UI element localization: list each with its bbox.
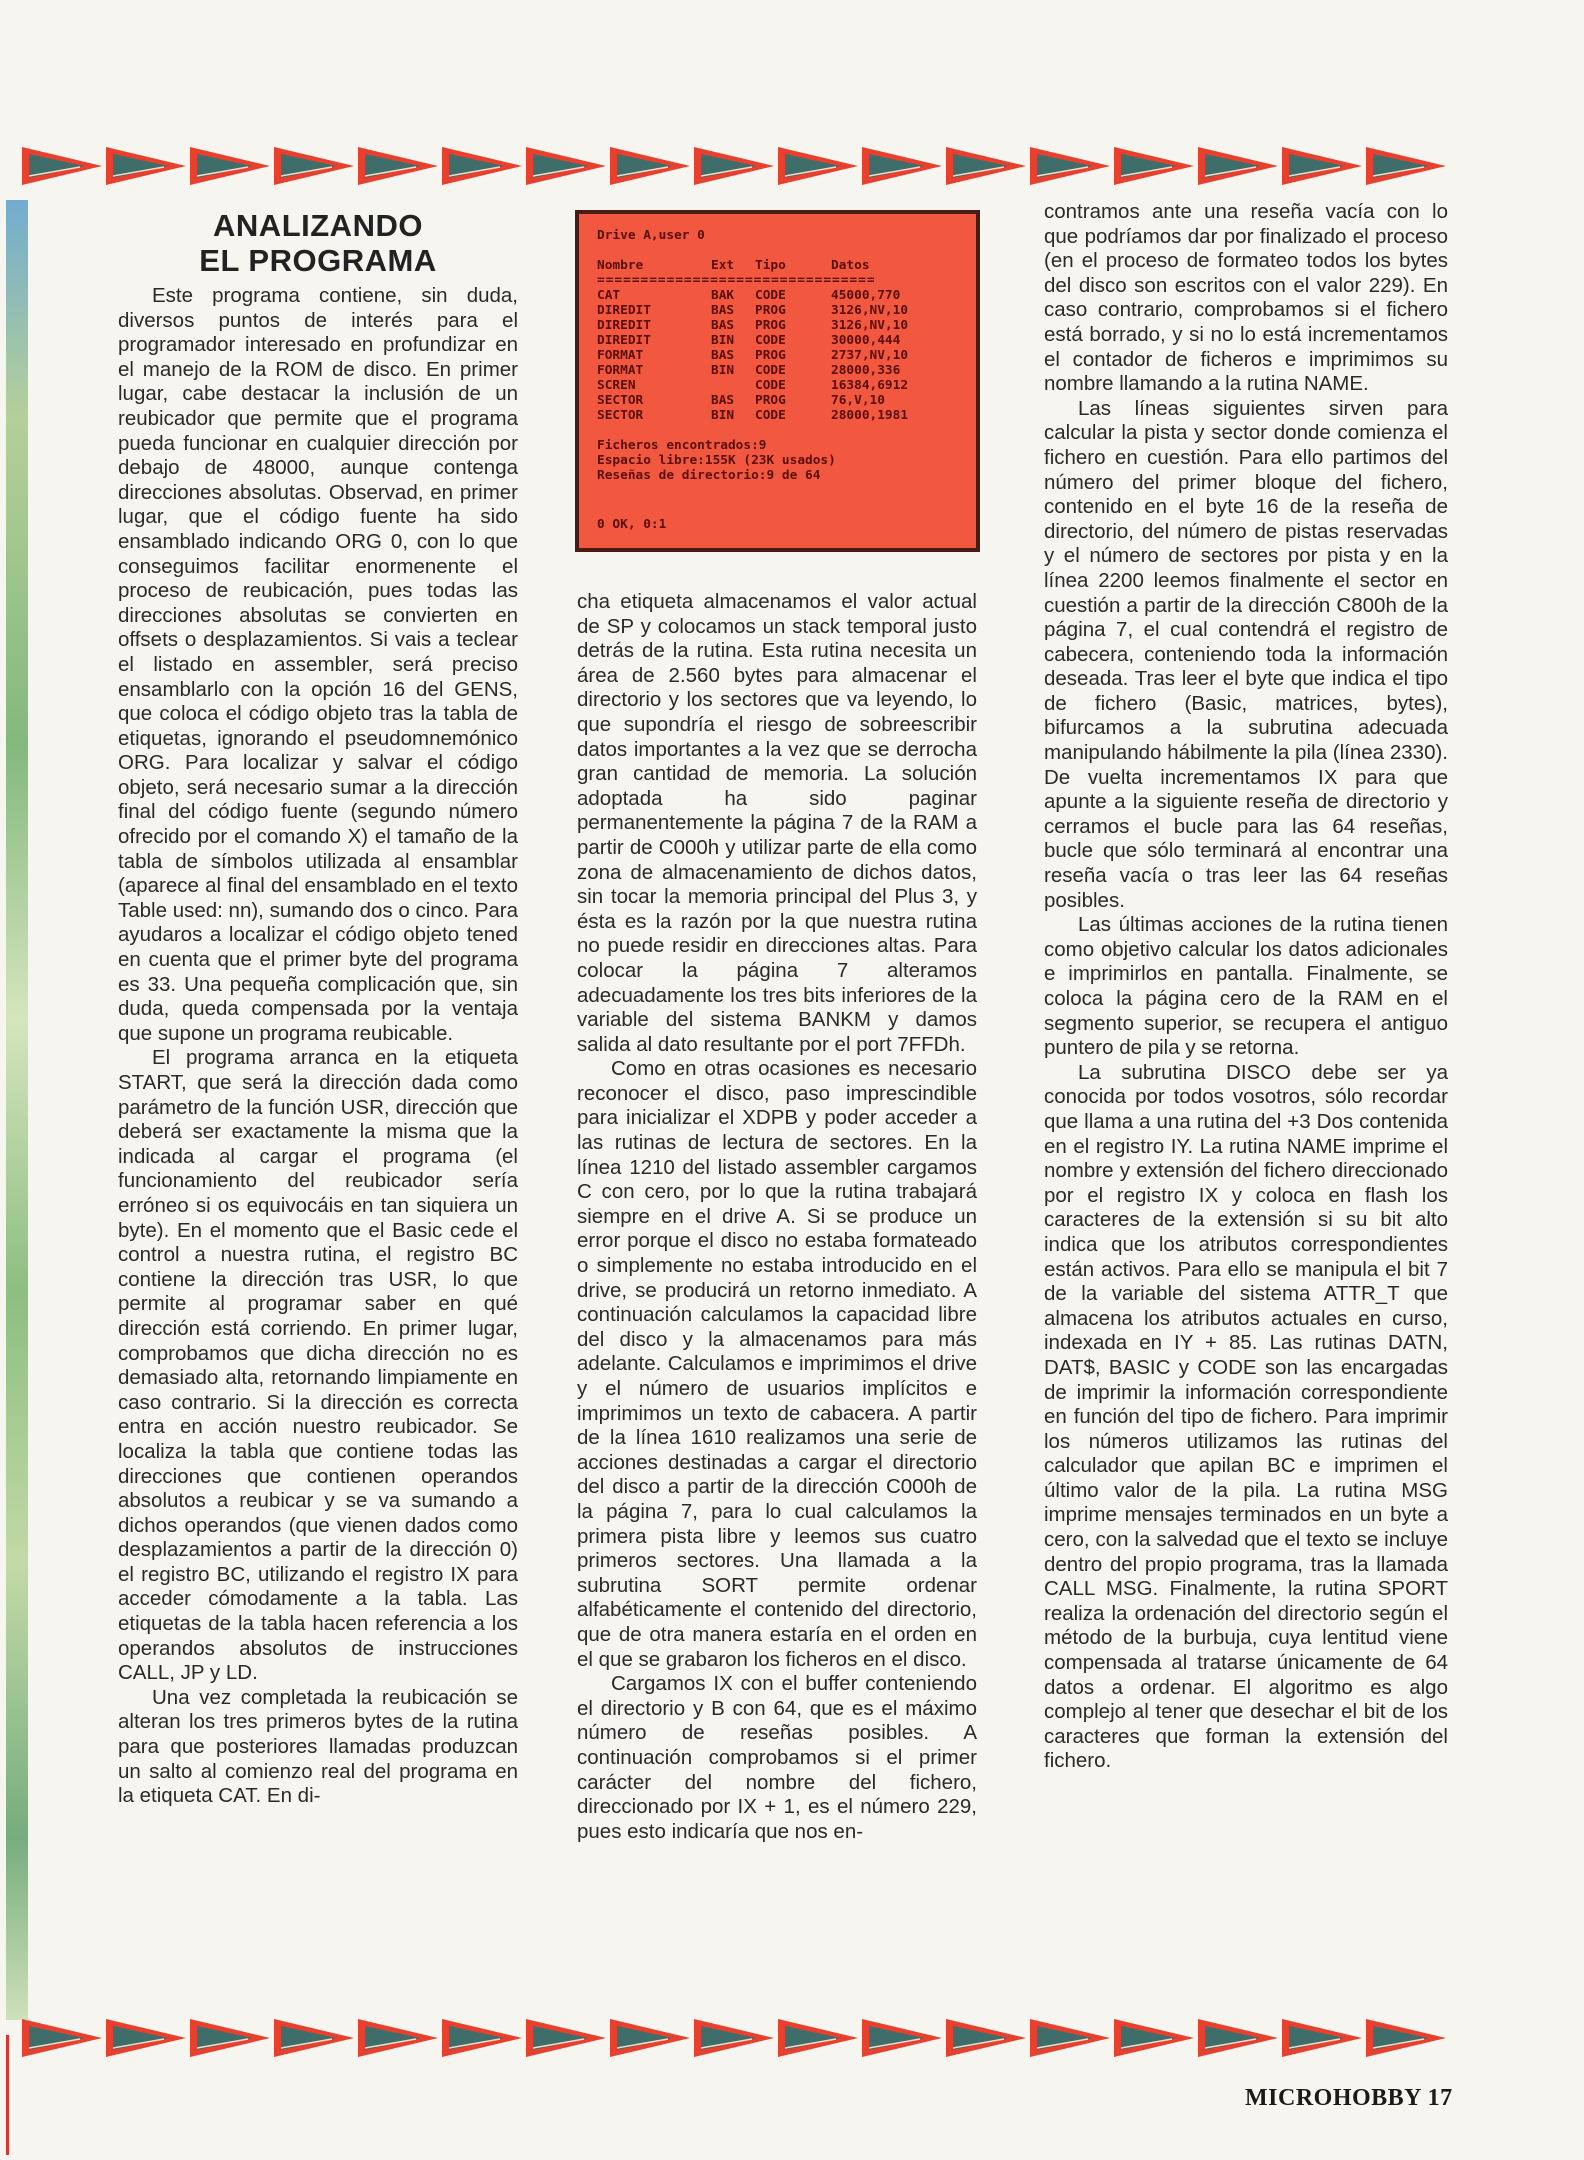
file-ext: BAS bbox=[711, 318, 735, 333]
file-type: PROG bbox=[755, 393, 786, 408]
paragraph: Como en otras ocasiones es necesario reconocer el disco, paso imprescindible para inicializar el XDPB y poder acceder a las rutinas de lectura de sectores. En la línea 1210 del listado assembler cargamos C con cero, por lo que la rutina trabajará siempre en el drive A. Si se produce un error porque el disco no estaba formateado o simplemente no estaba introducido en el drive, se producirá un retorno inmediato. A continuación calculamos la capacidad libre del disco y la almacenamos para más adelante. Calculamos e imprimimos el drive y el número de usuarios implícitos e imprimimos un texto de cabacera. A partir de la línea 1610 realizamos una serie de acciones destinadas a cargar el directorio del disco a partir de la dirección C000h de la página 7, para lo cual calculamos la primera pista libre y leemos sus cuatro primeros sectores. Una llamada a la subrutina SORT permite ordenar alfabéticamente el contenido del directorio, que de otra manera estaría en el orden en el que se grabaron los ficheros en el disco. bbox=[577, 1057, 977, 1671]
pennant-arrow-icon bbox=[692, 143, 776, 189]
col-name-header: Nombre bbox=[597, 258, 644, 273]
file-name: DIREDIT bbox=[597, 303, 651, 318]
file-data: 16384,6912 bbox=[831, 378, 909, 393]
file-data: 76,V,10 bbox=[831, 393, 885, 408]
paragraph: Una vez completada la reubicación se alteran los tres primeros bytes de la rutina para que posteriores llamadas produzcan un salto al comienzo real del programa en la etiqueta CAT. En di- bbox=[118, 1685, 518, 1808]
pennant-arrow-icon bbox=[776, 2015, 860, 2061]
pennant-arrow-icon bbox=[1364, 2015, 1448, 2061]
file-data: 2737,NV,10 bbox=[831, 348, 909, 363]
pennant-arrow-icon bbox=[188, 143, 272, 189]
pennant-arrow-icon bbox=[1028, 2015, 1112, 2061]
file-ext: BAS bbox=[711, 303, 735, 318]
pennant-arrow-icon bbox=[1196, 143, 1280, 189]
file-name: FORMAT bbox=[597, 363, 644, 378]
file-name: SECTOR bbox=[597, 393, 644, 408]
file-type: PROG bbox=[755, 348, 786, 363]
screen-status: 0 OK, 0:1 bbox=[597, 517, 667, 532]
left-edge-mark bbox=[6, 2035, 9, 2155]
screen-file-row bbox=[597, 378, 958, 393]
pennant-arrow-icon bbox=[20, 2015, 104, 2061]
file-data: 28000,1981 bbox=[831, 408, 909, 423]
pennant-arrow-icon bbox=[1364, 143, 1448, 189]
pennant-arrow-icon bbox=[776, 143, 860, 189]
paragraph: cha etiqueta almacenamos el valor actual de SP y colocamos un stack temporal justo detrás de la rutina. Esta rutina necesita un área de 2.560 bytes para almacenar el directorio y los sectores que va leyendo, lo que supondría el riesgo de sobreescribir datos importantes a la vez que se derrocha gran cantidad de memoria. La solución adoptada ha sido paginar permanentemente la página 7 de la RAM a partir de C000h y utilizar parte de ella como zona de almacenamiento de dichos datos, sin tocar la memoria principal del Plus 3, y ésta es la razón por la que nuestra rutina no puede residir en direcciones altas. Para colocar la página 7 alteramos adecuadamente los tres bits inferiores de la variable del sistema BANKM y damos salida al dato resultante por el port 7FFDh. bbox=[577, 590, 977, 1056]
file-type: CODE bbox=[755, 408, 786, 423]
pennant-arrow-icon bbox=[1280, 2015, 1364, 2061]
file-data: 3126,NV,10 bbox=[831, 303, 909, 318]
summary-files-found: Ficheros encontrados:9 bbox=[597, 438, 767, 453]
file-ext: BAK bbox=[711, 288, 735, 303]
file-type: CODE bbox=[755, 378, 786, 393]
summary-directory-entries: Reseñas de directorio:9 de 64 bbox=[597, 468, 821, 483]
file-type: PROG bbox=[755, 318, 786, 333]
file-ext: BIN bbox=[711, 333, 735, 348]
pennant-arrow-icon bbox=[1280, 143, 1364, 189]
file-name: CAT bbox=[597, 288, 621, 303]
screen-file-row bbox=[597, 318, 958, 333]
pennant-arrow-icon bbox=[860, 2015, 944, 2061]
screen-file-row bbox=[597, 288, 958, 303]
screen-file-row bbox=[597, 408, 958, 423]
pennant-arrow-icon bbox=[944, 143, 1028, 189]
pennant-arrow-icon bbox=[104, 2015, 188, 2061]
col-ext-header: Ext bbox=[711, 258, 735, 273]
file-type: PROG bbox=[755, 303, 786, 318]
pennant-arrow-icon bbox=[440, 2015, 524, 2061]
file-data: 28000,336 bbox=[831, 363, 901, 378]
screen-file-row bbox=[597, 393, 958, 408]
pennant-arrow-icon bbox=[104, 143, 188, 189]
file-name: DIREDIT bbox=[597, 333, 651, 348]
pennant-arrow-icon bbox=[524, 143, 608, 189]
pennant-arrow-icon bbox=[20, 143, 104, 189]
screen-file-list bbox=[597, 288, 958, 423]
col-data-header: Datos bbox=[831, 258, 870, 273]
pennant-arrow-icon bbox=[272, 2015, 356, 2061]
file-ext: BIN bbox=[711, 408, 735, 423]
column-3 bbox=[1044, 200, 1448, 1774]
file-name: DIREDIT bbox=[597, 318, 651, 333]
column-1 bbox=[118, 208, 518, 1809]
file-ext: BIN bbox=[711, 363, 735, 378]
pennant-arrow-icon bbox=[272, 143, 356, 189]
paragraph: contramos ante una reseña vacía con lo que podríamos dar por finalizado el proceso (en el proceso de formateo todos los bytes del disco son escritos con el valor 229). En caso contrario, comprobamos si el fichero está borrado, y si no lo está incrementamos el contador de ficheros e imprimimos su nombre llamando a la rutina NAME. bbox=[1044, 200, 1448, 396]
top-pennant-border bbox=[20, 143, 1448, 189]
bottom-pennant-border bbox=[20, 2015, 1448, 2061]
file-ext: BAS bbox=[711, 348, 735, 363]
paragraph: Este programa contiene, sin duda, diversos puntos de interés para el programador interesado en profundizar en el manejo de la ROM de disco. En primer lugar, cabe destacar la inclusión de un reubicador que permite que el programa pueda funcionar en cualquier dirección por debajo de 48000, aunque contenga direcciones absolutas. Observad, en primer lugar, que el código fuente ha sido ensamblado indicando ORG 0, con lo que conseguimos facilitar enormenente el proceso de reubicación, pues todas las direcciones absolutas se convierten en offsets o desplazamientos. Si vais a teclear el listado en assembler, será preciso ensamblarlo con la opción 16 del GENS, que coloca el código objeto tras la tabla de etiquetas, ignorando el pseudomnemónico ORG. Para localizar y salvar el código objeto, será necesario sumar a la dirección final del código fuente (segundo número ofrecido por el comando X) el tamaño de la tabla de símbolos utilizada al ensamblar (aparece al final del ensamblado en el texto Table used: nn), sumando dos o cinco. Para ayudaros a localizar el código objeto tened en cuenta que el primer byte del programa es 33. Una pequeña complicación que, sin duda, queda compensada por la ventaja que supone un programa reubicable. bbox=[118, 284, 518, 1045]
file-data: 45000,770 bbox=[831, 288, 901, 303]
pennant-arrow-icon bbox=[1028, 143, 1112, 189]
title-line-2: EL PROGRAMA bbox=[199, 243, 437, 278]
spectrum-screen-capture bbox=[575, 210, 980, 552]
pennant-arrow-icon bbox=[188, 2015, 272, 2061]
pennant-arrow-icon bbox=[356, 143, 440, 189]
col-type-header: Tipo bbox=[755, 258, 786, 273]
screen-file-row bbox=[597, 363, 958, 378]
page-footer: MICROHOBBY 17 bbox=[1245, 2085, 1453, 2111]
paragraph: La subrutina DISCO debe ser ya conocida por todos vosotros, sólo recordar que llama a una rutina del +3 Dos contenida en el registro IY. La rutina NAME imprime el nombre y extensión del fichero direccionado por el registro IX y coloca en flash los caracteres de la extensión si su bit alto indica que los atributos correspondientes están activos. Para ello se manipula el bit 7 de la variable del sistema ATTR_T que almacena los atributos actuales en curso, indexada en IY + 85. Las rutinas DATN, DAT$, BASIC y CODE son las encargadas de imprimir la información correspondiente en función del tipo de fichero. Para imprimir los números utilizamos las rutinas del calculador que apilan BC e imprimen el último valor de la pila. La rutina MSG imprime mensajes terminados en un byte a cero, con la salvedad que el texto se incluye dentro del propio programa, tras la llamada CALL MSG. Finalmente, la rutina SPORT realiza la ordenación del directorio según el método de la burbuja, cuya lentitud viene compensada al tratarse únicamente de 64 datos a ordenar. El algoritmo es algo complejo al tener que desechar el bit de los caracteres que forman la extensión del fichero. bbox=[1044, 1060, 1448, 1773]
paragraph: Las líneas siguientes sirven para calcular la pista y sector donde comienza el fichero en cuestión. Para ello partimos del número del primer bloque del fichero, contenido en el byte 16 de la reseña de directorio, del número de pistas reservadas y el número de sectores por pista y en la línea 2200 leemos finalmente el sector en cuestión a partir de la dirección C800h de la página 7, el cual contendrá el registro de cabecera, conteniendo toda la información deseada. Tras leer el byte que indica el tipo de fichero (Basic, matrices, bytes), bifurcamos a la subrutina adecuada manipulando hábilmente la pila (línea 2330). De vuelta incrementamos IX para que apunte a la siguiente reseña de directorio y cerramos el bucle para las 64 reseñas, bucle que sólo terminará al encontrar una reseña vacía o tras leer las 64 reseñas posibles. bbox=[1044, 396, 1448, 912]
screen-column-headers bbox=[597, 258, 958, 273]
article-title bbox=[118, 208, 518, 278]
title-line-1: ANALIZANDO bbox=[213, 208, 423, 243]
pennant-arrow-icon bbox=[692, 2015, 776, 2061]
pennant-arrow-icon bbox=[1112, 2015, 1196, 2061]
summary-free-space: Espacio libre:155K (23K usados) bbox=[597, 453, 836, 468]
file-type: CODE bbox=[755, 363, 786, 378]
left-edge-photo-strip bbox=[6, 200, 28, 2020]
pennant-arrow-icon bbox=[1112, 143, 1196, 189]
screen-separator: ================================ bbox=[597, 273, 876, 288]
pennant-arrow-icon bbox=[524, 2015, 608, 2061]
pennant-arrow-icon bbox=[608, 143, 692, 189]
screen-file-row bbox=[597, 333, 958, 348]
pennant-arrow-icon bbox=[356, 2015, 440, 2061]
file-data: 30000,444 bbox=[831, 333, 901, 348]
pennant-arrow-icon bbox=[860, 143, 944, 189]
file-type: CODE bbox=[755, 288, 786, 303]
screen-file-row bbox=[597, 303, 958, 318]
paragraph: Cargamos IX con el buffer conteniendo el directorio y B con 64, que es el máximo número de reseñas posibles. A continuación comprobamos si el primer carácter del nombre del fichero, direccionado por IX + 1, es el número 229, pues esto indicaría que nos en- bbox=[577, 1672, 977, 1843]
pennant-arrow-icon bbox=[944, 2015, 1028, 2061]
file-data: 3126,NV,10 bbox=[831, 318, 909, 333]
screen-header: Drive A,user 0 bbox=[597, 228, 705, 243]
column-2 bbox=[577, 590, 977, 1844]
pennant-arrow-icon bbox=[1196, 2015, 1280, 2061]
paragraph: Las últimas acciones de la rutina tienen como objetivo calcular los datos adicionales e imprimirlos en pantalla. Finalmente, se coloca la página cero de la RAM en el segmento superior, se recupera el antiguo puntero de pila y se retorna. bbox=[1044, 913, 1448, 1060]
file-type: CODE bbox=[755, 333, 786, 348]
file-name: FORMAT bbox=[597, 348, 644, 363]
file-name: SECTOR bbox=[597, 408, 644, 423]
pennant-arrow-icon bbox=[440, 143, 524, 189]
file-name: SCREN bbox=[597, 378, 636, 393]
pennant-arrow-icon bbox=[608, 2015, 692, 2061]
screen-file-row bbox=[597, 348, 958, 363]
paragraph: El programa arranca en la etiqueta START, que será la dirección dada como parámetro de la función USR, dirección que deberá ser exactamente la misma que la indicada al cargar el programa (el funcionamiento del reubicador sería erróneo si os equivocáis en tan siquiera un byte). En el momento que el Basic cede el control a nuestra rutina, el registro BC contiene la dirección tras USR, lo que permite al programar saber en qué dirección está corriendo. En primer lugar, comprobamos que dicha dirección no es demasiado alta, retornando limpiamente en caso contrario. Si la dirección es correcta entra en acción nuestro reubicador. Se localiza la tabla que contiene todas las direcciones que contienen operandos absolutos a reubicar y se va sumando a dichos operandos (que vienen dados como desplazamientos a partir de la dirección 0) el registro BC, utilizando el registro IX para acceder cómodamente a la tabla. Las etiquetas de la tabla hacen referencia a los operandos absolutos de instrucciones CALL, JP y LD. bbox=[118, 1046, 518, 1685]
file-ext: BAS bbox=[711, 393, 735, 408]
